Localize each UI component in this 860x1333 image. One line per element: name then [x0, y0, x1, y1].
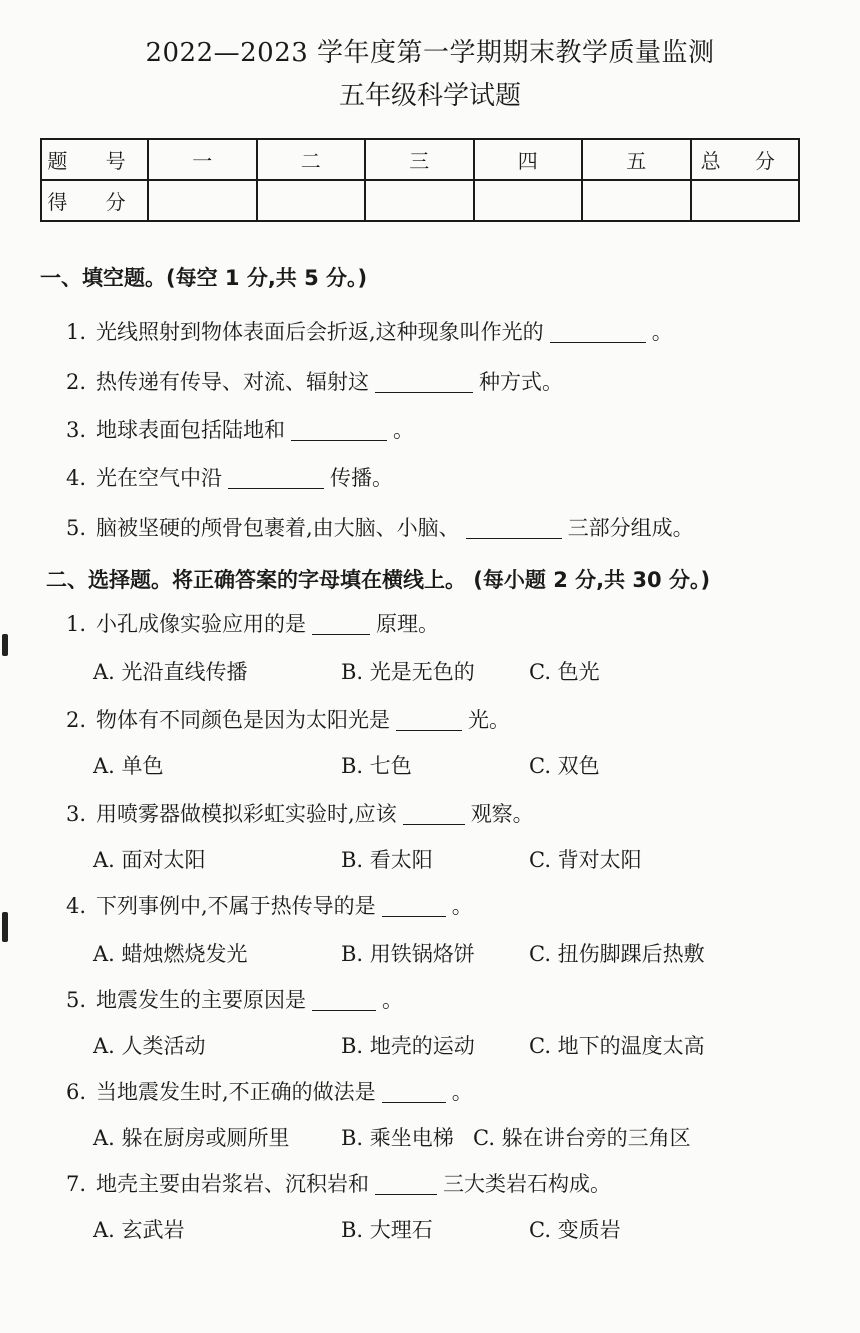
- option-b: B. 光是无色的: [341, 660, 475, 684]
- option-a: A. 单色: [93, 754, 164, 778]
- question-text-end: 。: [393, 418, 414, 442]
- question-text: 下列事例中,不属于热传导的是: [96, 894, 376, 918]
- question-text-end: 。: [651, 320, 673, 344]
- choice-question-3: [66, 798, 534, 828]
- question-text: 地壳主要由岩浆岩、沉积岩和: [96, 1172, 369, 1196]
- score-cell: [257, 180, 366, 221]
- question-text-end: 三部分组成。: [567, 516, 694, 540]
- answer-blank[interactable]: [312, 613, 370, 635]
- answer-blank[interactable]: [382, 895, 446, 917]
- score-header-cell: 五: [582, 139, 691, 180]
- option-a: A. 玄武岩: [93, 1218, 185, 1242]
- question-number: 5.: [66, 516, 87, 540]
- score-table-score-row: [41, 180, 799, 221]
- option-b: B. 地壳的运动: [341, 1034, 475, 1058]
- question-text-end: 种方式。: [479, 370, 563, 394]
- question-text-end: 三大类岩石构成。: [443, 1172, 611, 1196]
- option-a: A. 光沿直线传播: [93, 660, 248, 684]
- answer-blank[interactable]: [403, 803, 465, 825]
- option-a: A. 面对太阳: [93, 848, 206, 872]
- question-text-end: 传播。: [330, 466, 393, 490]
- score-cell: [365, 180, 474, 221]
- question-text-end: 原理。: [376, 612, 439, 636]
- option-c: C. 地下的温度太高: [529, 1034, 705, 1058]
- option-b: B. 乘坐电梯: [341, 1126, 454, 1150]
- choice-question-6: [66, 1076, 473, 1106]
- option-a: A. 躲在厨房或厕所里: [93, 1126, 290, 1150]
- answer-blank[interactable]: [550, 321, 646, 343]
- answer-blank[interactable]: [466, 517, 562, 539]
- question-text: 地震发生的主要原因是: [96, 988, 306, 1012]
- question-text-end: 。: [451, 1080, 473, 1104]
- fill-question-5: [66, 512, 694, 542]
- answer-blank[interactable]: [375, 371, 473, 393]
- answer-blank[interactable]: [291, 419, 387, 441]
- option-b: B. 看太阳: [341, 848, 433, 872]
- question-number: 2.: [66, 708, 87, 732]
- question-number: 5.: [66, 988, 87, 1012]
- question-number: 3.: [66, 802, 87, 826]
- question-text: 脑被坚硬的颅骨包裹着,由大脑、小脑、: [96, 516, 460, 540]
- question-text-end: 光。: [468, 708, 510, 732]
- question-text: 光在空气中沿: [96, 466, 222, 490]
- question-number: 2.: [66, 370, 87, 394]
- question-text-end: 。: [451, 894, 473, 918]
- question-text: 热传递有传导、对流、辐射这: [96, 370, 369, 394]
- score-cell: [474, 180, 583, 221]
- question-number: 7.: [66, 1172, 87, 1196]
- choice-question-5: [66, 984, 403, 1014]
- section-1-heading: 一、填空题。(每空 1 分,共 5 分。): [40, 266, 368, 290]
- answer-blank[interactable]: [375, 1173, 437, 1195]
- option-c: C. 扭伤脚踝后热敷: [529, 942, 705, 966]
- question-text: 当地震发生时,不正确的做法是: [96, 1080, 376, 1104]
- choice-question-2: [66, 704, 510, 734]
- answer-blank[interactable]: [396, 709, 462, 731]
- exam-subtitle: 五年级科学试题: [338, 81, 521, 111]
- choice-question-1: [66, 608, 439, 638]
- option-b: B. 七色: [341, 754, 412, 778]
- score-table: [40, 138, 800, 222]
- score-header-total: 总 分: [691, 139, 800, 180]
- section-2-heading: 二、选择题。将正确答案的字母填在横线上。 (每小题 2 分,共 30 分。): [46, 568, 711, 592]
- score-header-cell: 三: [365, 139, 474, 180]
- option-c: C. 背对太阳: [529, 848, 642, 872]
- score-table-header-row: [41, 139, 799, 180]
- question-number: 1.: [66, 612, 87, 636]
- option-c: C. 变质岩: [529, 1218, 621, 1242]
- question-text: 物体有不同颜色是因为太阳光是: [96, 708, 390, 732]
- score-header-cell: 四: [474, 139, 583, 180]
- choice-question-4: [66, 890, 473, 920]
- choice-question-7: [66, 1168, 611, 1198]
- option-b: B. 用铁锅烙饼: [341, 942, 475, 966]
- score-header-cell: 二: [257, 139, 366, 180]
- question-text-end: 。: [382, 988, 403, 1012]
- question-number: 4.: [66, 894, 87, 918]
- fill-question-1: [66, 316, 673, 346]
- answer-blank[interactable]: [228, 467, 324, 489]
- binding-mark: [2, 912, 8, 942]
- fill-question-4: [66, 462, 393, 492]
- option-a: A. 人类活动: [93, 1034, 206, 1058]
- binding-mark: [2, 634, 8, 656]
- score-cell: [582, 180, 691, 221]
- question-number: 4.: [66, 466, 87, 490]
- option-a: A. 蜡烛燃烧发光: [93, 942, 248, 966]
- score-cell: [691, 180, 800, 221]
- question-text-end: 观察。: [470, 802, 534, 826]
- question-number: 6.: [66, 1080, 87, 1104]
- option-b: B. 大理石: [341, 1218, 433, 1242]
- question-text: 地球表面包括陆地和: [96, 418, 285, 442]
- fill-question-3: [66, 414, 414, 444]
- question-text: 用喷雾器做模拟彩虹实验时,应该: [96, 802, 397, 826]
- question-number: 1.: [66, 320, 87, 344]
- question-text: 光线照射到物体表面后会折返,这种现象叫作光的: [96, 320, 544, 344]
- exam-title: 2022—2023 学年度第一学期期末教学质量监测: [145, 38, 715, 68]
- answer-blank[interactable]: [382, 1081, 446, 1103]
- option-c: C. 躲在讲台旁的三角区: [473, 1126, 691, 1150]
- option-c: C. 色光: [529, 660, 600, 684]
- score-header-cell: 一: [148, 139, 257, 180]
- score-cell: [148, 180, 257, 221]
- score-row-label: 得 分: [41, 180, 148, 221]
- question-number: 3.: [66, 418, 87, 442]
- question-text: 小孔成像实验应用的是: [96, 612, 306, 636]
- option-c: C. 双色: [529, 754, 600, 778]
- answer-blank[interactable]: [312, 989, 376, 1011]
- score-header-label: 题 号: [41, 139, 148, 180]
- fill-question-2: [66, 366, 563, 396]
